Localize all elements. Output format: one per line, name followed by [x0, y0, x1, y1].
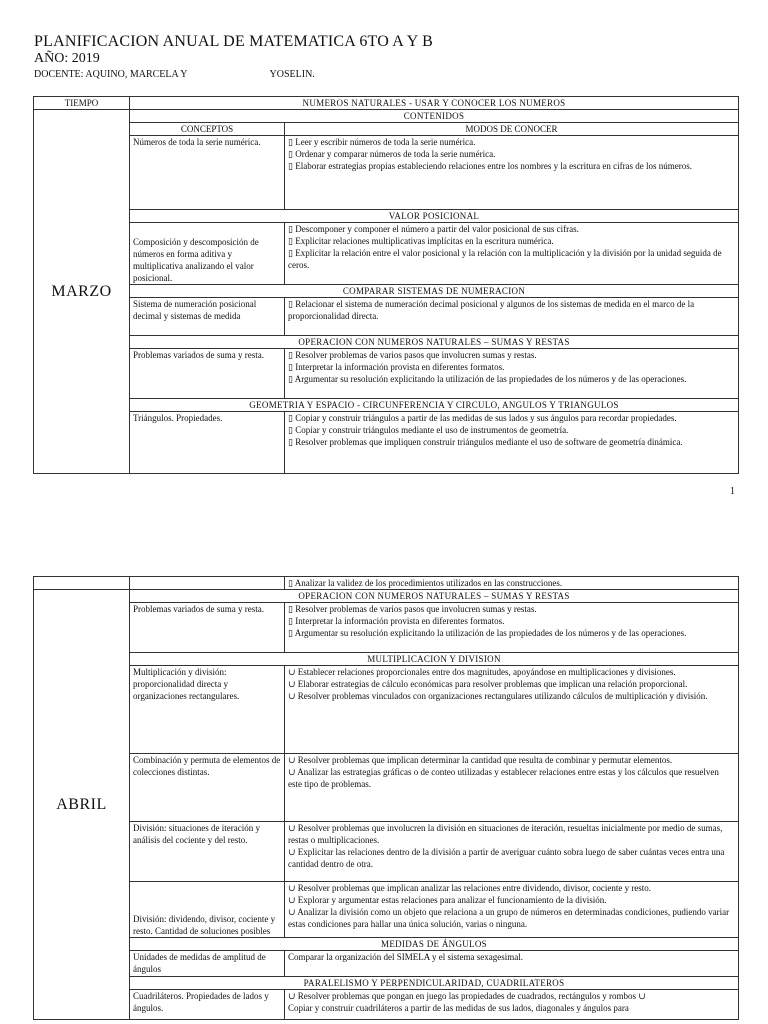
section-valor-posicional: VALOR POSICIONAL: [130, 210, 739, 223]
section-numeros-naturales: NUMEROS NATURALES - USAR Y CONOCER LOS NUMEROS: [130, 97, 739, 110]
modo-item: ▯ Ordenar y comparar números de toda la serie numérica.: [288, 149, 496, 159]
modo-item: ▯ Explicitar relaciones multiplicativas implícitas en la escritura numérica.: [288, 236, 554, 246]
modo-item: ▯ Descomponer y componer el número a partir del valor posicional de sus cifras.: [288, 224, 579, 234]
concepto-cell: Triángulos. Propiedades.: [130, 412, 285, 474]
concepto-cell: Combinación y permuta de elementos de colecciones distintas.: [130, 754, 285, 822]
modo-item: ▯ Analizar la validez de los procedimientos utilizados en las construcciones.: [285, 577, 739, 590]
section-operacion-sumas-restas: OPERACION CON NUMEROS NATURALES – SUMAS Y RESTAS: [130, 336, 739, 349]
modo-item: ▯ Resolver problemas de varios pasos que involucren sumas y restas.: [288, 350, 537, 360]
planning-table-page2: [33, 576, 739, 1020]
modo-item: ▯ Interpretar la información provista en diferentes formatos.: [288, 362, 505, 372]
concepto-cell: Números de toda la serie numérica.: [130, 136, 285, 210]
modo-item: ▯ Explicitar la relación entre el valor posicional y la relación con la multiplicación y la división por la unidad seguida de ceros.: [288, 248, 722, 270]
docente-line: [34, 69, 315, 80]
docente-second: YOSELIN.: [269, 69, 315, 80]
planning-table-page1: [33, 96, 739, 474]
modos-cell: [285, 666, 739, 754]
document-title: PLANIFICACION ANUAL DE MATEMATICA 6TO A Y B: [34, 33, 433, 50]
concepto-cell: Cuadriláteros. Propiedades de lados y ángulos.: [130, 990, 285, 1020]
document-year: AÑO: 2019: [34, 51, 100, 66]
modos-cell: [285, 349, 739, 399]
modos-cell: [285, 412, 739, 474]
section-geometria-espacio: GEOMETRIA Y ESPACIO - CIRCUNFERENCIA Y CIRCULO, ANGULOS Y TRIANGULOS: [130, 399, 739, 412]
section-comparar-sistemas: COMPARAR SISTEMAS DE NUMERACION: [130, 285, 739, 298]
header-conceptos: CONCEPTOS: [130, 123, 285, 136]
section-operacion-sumas-restas: OPERACION CON NUMEROS NATURALES – SUMAS Y RESTAS: [130, 590, 739, 603]
page-number: 1: [730, 486, 735, 497]
modo-item: ∪ Explicitar las relaciones dentro de la división a partir de averiguar cuánto sobra luego de saber cuántas veces entra una cantidad dentro de otra.: [288, 847, 725, 869]
month-marzo: MARZO: [34, 110, 130, 474]
concepto-cell: División: dividendo, divisor, cociente y resto. Cantidad de soluciones posibles: [130, 882, 285, 938]
header-contenidos: CONTENIDOS: [130, 110, 739, 123]
concepto-cell: Multiplicación y división: proporcionalidad directa y organizaciones rectangulares.: [130, 666, 285, 754]
concepto-cell: Sistema de numeración posicional decimal y sistemas de medida: [130, 298, 285, 336]
section-paralelismo: PARALELISMO Y PERPENDICULARIDAD, CUADRILATEROS: [130, 977, 739, 990]
concepto-cell: Problemas variados de suma y resta.: [130, 349, 285, 399]
modo-item: ∪ Resolver problemas que pongan en juego las propiedades de cuadrados, rectángulos y rombos ∪: [288, 991, 646, 1001]
modo-item: ▯ Relacionar el sistema de numeración decimal posicional y algunos de los sistemas de medida en el marco de la proporcionalidad directa.: [288, 299, 695, 321]
modo-item: ∪ Resolver problemas que involucren la división en situaciones de iteración, resueltas inicialmente por medio de sumas, restas o multiplicaciones.: [288, 823, 723, 845]
modo-item: ▯ Copiar y construir triángulos mediante el uso de instrumentos de geometría.: [288, 425, 569, 435]
modo-item: ∪ Establecer relaciones proporcionales entre dos magnitudes, apoyándose en multiplicaciones y divisiones.: [288, 667, 676, 677]
modo-item: Copiar y construir cuadriláteros a partir de las medidas de sus lados, diagonales y ángulos para: [288, 1003, 629, 1013]
modo-item: ∪ Analizar las estrategias gráficas o de conteo utilizadas y establecer relaciones entre estas y los cálculos que resuelven este tipo de problemas.: [288, 767, 719, 789]
modo-item: ∪ Elaborar estrategias de cálculo económicas para resolver problemas que implican una relación proporcional.: [288, 679, 688, 689]
modo-item: ▯ Argumentar su resolución explicitando la utilización de las propiedades de los números y de las operaciones.: [288, 628, 687, 638]
month-abril: ABRIL: [34, 590, 130, 1020]
modo-item: ▯ Argumentar su resolución explicitando la utilización de las propiedades de los números y de las operaciones.: [288, 374, 687, 384]
docente-label: DOCENTE: AQUINO, MARCELA Y: [34, 69, 188, 80]
modo-item: ▯ Elaborar estrategias propias estableciendo relaciones entre los nombres y la escritura en cifras de los números.: [288, 161, 693, 171]
concepto-cell: División: situaciones de iteración y análisis del cociente y del resto.: [130, 822, 285, 882]
concepto-cell: Unidades de medidas de amplitud de ángulos: [130, 951, 285, 977]
section-medidas-angulos: MEDIDAS DE ÁNGULOS: [130, 938, 739, 951]
modos-cell: [285, 754, 739, 822]
header-modos: MODOS DE CONOCER: [285, 123, 739, 136]
section-multiplicacion-division: MULTIPLICACION Y DIVISION: [130, 653, 739, 666]
modo-item: ∪ Analizar la división como un objeto que relaciona a un grupo de números en determinadas condiciones, pudiendo variar estas condiciones para hallar una única solución, varias o ninguna.: [288, 907, 730, 929]
modos-cell: [285, 990, 739, 1020]
modos-cell: [285, 822, 739, 882]
concepto-cell: Problemas variados de suma y resta.: [130, 603, 285, 653]
modos-cell: [285, 223, 739, 285]
empty-cell: [130, 577, 285, 590]
modo-item: Comparar la organización del SIMELA y el sistema sexagesimal.: [288, 952, 524, 962]
modo-item: ∪ Resolver problemas que implican analizar las relaciones entre dividendo, divisor, cociente y resto.: [288, 883, 652, 893]
modo-item: ▯ Interpretar la información provista en diferentes formatos.: [288, 616, 505, 626]
header-tiempo: TIEMPO: [34, 97, 130, 110]
modo-item: ▯ Leer y escribir números de toda la serie numérica.: [288, 137, 476, 147]
modo-item: ▯ Resolver problemas que impliquen construir triángulos mediante el uso de software de geometría dinámica.: [288, 437, 683, 447]
modo-item: ∪ Resolver problemas que implican determinar la cantidad que resulta de combinar y permutar elementos.: [288, 755, 673, 765]
modos-cell: [285, 951, 739, 977]
modo-item: ▯ Resolver problemas de varios pasos que involucren sumas y restas.: [288, 604, 537, 614]
modos-cell: [285, 882, 739, 938]
modos-cell: [285, 298, 739, 336]
empty-cell: [34, 577, 130, 590]
modos-cell: [285, 136, 739, 210]
modo-item: ∪ Explorar y argumentar estas relaciones para analizar el funcionamiento de la división.: [288, 895, 607, 905]
modo-item: ▯ Copiar y construir triángulos a partir de las medidas de sus lados y sus ángulos para recordar propiedades.: [288, 413, 677, 423]
modo-item: ∪ Resolver problemas vinculados con organizaciones rectangulares utilizando cálculos de multiplicación y división.: [288, 691, 708, 701]
modos-cell: [285, 603, 739, 653]
concepto-cell: Composición y descomposición de números en forma aditiva y multiplicativa analizando el valor posicional.: [130, 223, 285, 285]
